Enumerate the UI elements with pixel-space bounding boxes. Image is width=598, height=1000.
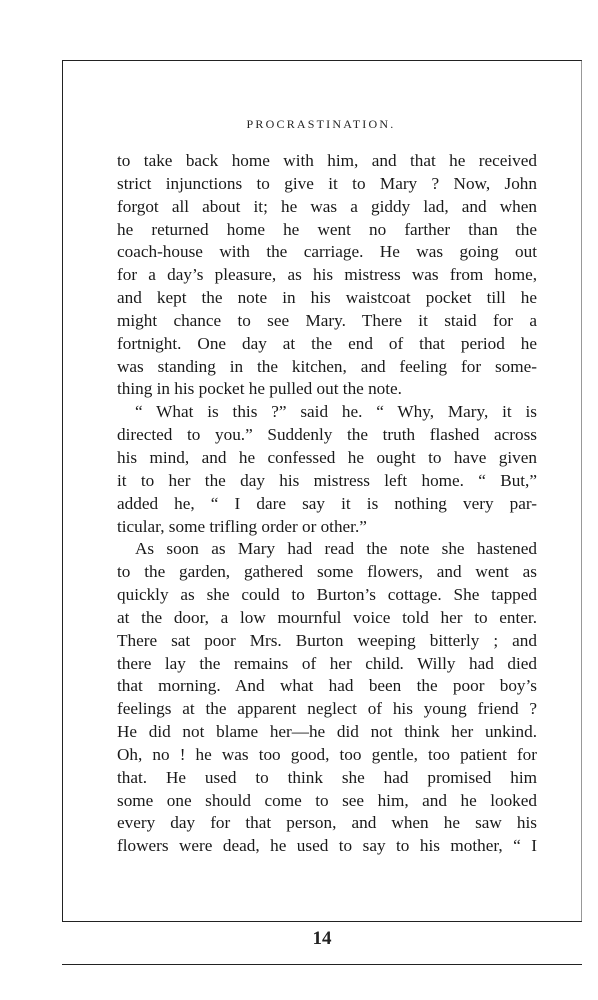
- text-line: As soon as Mary had read the note she hastened: [135, 539, 537, 559]
- text-line: some one should come to see him, and he looked: [117, 790, 537, 810]
- text-line: strict injunctions to give it to Mary ? Now, John: [117, 173, 537, 193]
- text-line: every day for that person, and when he saw his: [117, 813, 537, 833]
- page-number: 14: [312, 928, 332, 949]
- text-line: his mind, and he confessed he ought to have given: [117, 447, 537, 467]
- text-line: to take back home with him, and that he received: [117, 151, 537, 170]
- body-text: [117, 150, 537, 858]
- text-line: that morning. And what had been the poor boy’s: [117, 676, 537, 696]
- text-line: “ What is this ?” said he. “ Why, Mary, it is: [135, 402, 537, 422]
- text-line: to the garden, gathered some flowers, and went as: [117, 562, 537, 582]
- text-line: and kept the note in his waistcoat pocket till he: [117, 288, 537, 308]
- text-line: coach-house with the carriage. He was going out: [117, 242, 537, 262]
- text-line: at the door, a low mournful voice told her to enter.: [117, 607, 537, 627]
- text-line: Oh, no ! he was too good, too gentle, too patient for: [117, 744, 537, 764]
- text-line: quickly as she could to Burton’s cottage. She tapped: [117, 585, 537, 605]
- running-head: PROCRASTINATION.: [246, 117, 396, 131]
- bottom-rule: [62, 964, 582, 965]
- text-line: There sat poor Mrs. Burton weeping bitterly ; and: [117, 630, 537, 650]
- text-line: ticular, some trifling order or other.”: [117, 516, 367, 536]
- text-line: flowers were dead, he used to say to his mother, “ I: [117, 836, 537, 856]
- text-line: for a day’s pleasure, as his mistress was from home,: [117, 265, 537, 285]
- text-line: added he, “ I dare say it is nothing very par-: [117, 493, 537, 513]
- text-line: was standing in the kitchen, and feeling for some-: [117, 356, 537, 376]
- text-line: He did not blame her—he did not think her unkind.: [117, 722, 537, 742]
- page-border-right: [581, 60, 582, 922]
- text-line: might chance to see Mary. There it staid for a: [117, 310, 537, 330]
- text-line: forgot all about it; he was a giddy lad, and when: [117, 196, 537, 216]
- text-line: thing in his pocket he pulled out the note.: [117, 379, 402, 399]
- text-line: that. He used to think she had promised him: [117, 767, 537, 787]
- text-line: fortnight. One day at the end of that period he: [117, 333, 537, 353]
- text-line: he returned home he went no farther than the: [117, 219, 537, 239]
- text-line: directed to you.” Suddenly the truth flashed across: [117, 425, 537, 445]
- text-line: feelings at the apparent neglect of his young friend ?: [117, 699, 537, 719]
- text-line: there lay the remains of her child. Willy had died: [117, 653, 537, 673]
- text-line: it to her the day his mistress left home. “ But,”: [117, 470, 537, 490]
